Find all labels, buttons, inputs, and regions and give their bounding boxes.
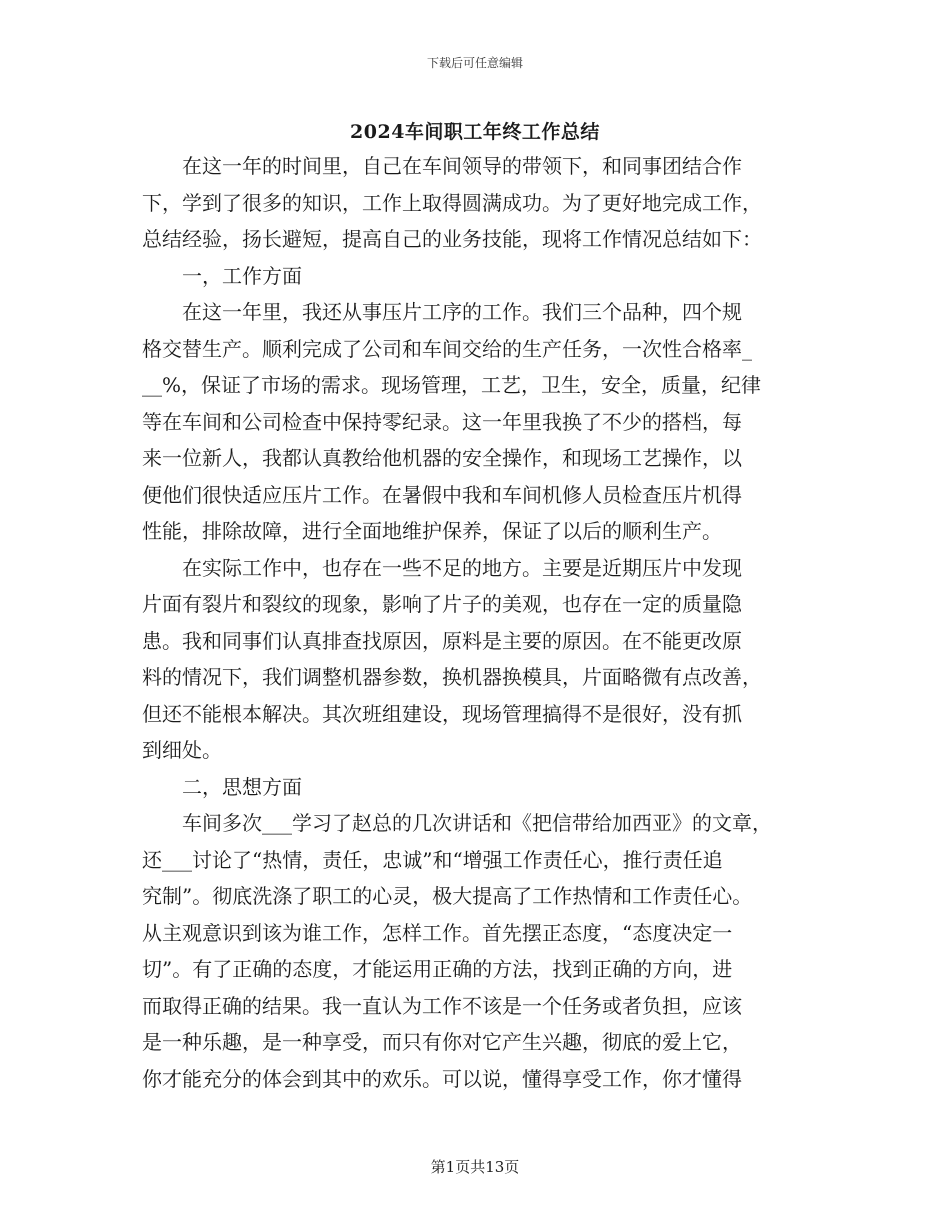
section-heading: 二，思想方面 xyxy=(142,774,302,799)
text-line: 切”。有了正确的态度，才能运用正确的方法，找到正确的方向，进 xyxy=(142,957,733,981)
text-line: 究制”。彻底洗涤了职工的心灵，极大提高了工作热情和工作责任心。 xyxy=(142,884,753,908)
text-line: 便他们很快适应压片工作。在暑假中我和车间机修人员检查压片机得 xyxy=(142,482,742,507)
text-line: 片面有裂片和裂纹的现象，影响了片子的美观，也存在一定的质量隐 xyxy=(142,592,742,616)
document-title: 2024车间职工年终工作总结 xyxy=(350,121,600,143)
text-line: 到细处。 xyxy=(142,738,222,762)
text-line: 性能，排除故障，进行全面地维护保养，保证了以后的顺利生产。 xyxy=(142,519,722,543)
text-line: 格交替生产。顺利完成了公司和车间交给的生产任务，一次性合格率_ xyxy=(142,336,752,361)
text-line: 而取得正确的结果。我一直认为工作不该是一个任务或者负担，应该 xyxy=(142,993,742,1018)
text-line: 患。我和同事们认真排查找原因，原料是主要的原因。在不能更改原 xyxy=(142,628,742,653)
text-line: 但还不能根本解决。其次班组建设，现场管理搞得不是很好，没有抓 xyxy=(142,701,742,726)
text-line: 下，学到了很多的知识，工作上取得圆满成功。为了更好地完成工作， xyxy=(142,190,762,215)
text-line: 车间多次___学习了赵总的几次讲话和《把信带给加西亚》的文章， xyxy=(142,811,772,835)
page-header: 下载后可任意编辑 xyxy=(426,56,523,70)
text-line: 从主观意识到该为谁工作，怎样工作。首先摆正态度，“态度决定一 xyxy=(142,920,733,945)
text-line: 来一位新人，我都认真教给他机器的安全操作，和现场工艺操作，以 xyxy=(142,446,742,470)
text-line: 是一种乐趣，是一种享受，而只有你对它产生兴趣，彻底的爱上它， xyxy=(142,1030,742,1054)
text-line: 还___讨论了“热情，责任，忠诚”和“增强工作责任心，推行责任追 xyxy=(142,847,723,872)
text-line: 在实际工作中，也存在一些不足的地方。主要是近期压片中发现 xyxy=(142,555,742,580)
text-line: 在这一年里，我还从事压片工序的工作。我们三个品种，四个规 xyxy=(142,300,742,324)
text-line: 总结经验，扬长避短，提高自己的业务技能，现将工作情况总结如下： xyxy=(142,227,762,251)
text-line: 料的情况下，我们调整机器参数，换机器换模具，片面略微有点改善， xyxy=(142,665,762,689)
page-number: 第1页共13页 xyxy=(430,1158,520,1176)
document-body xyxy=(142,148,812,1097)
text-line: 在这一年的时间里，自己在车间领导的带领下，和同事团结合作 xyxy=(142,154,742,178)
section-heading: 一，工作方面 xyxy=(142,263,302,288)
text-line: 你才能充分的体会到其中的欢乐。可以说，懂得享受工作，你才懂得 xyxy=(142,1066,742,1091)
text-line: 等在车间和公司检查中保持零纪录。这一年里我换了不少的搭档，每 xyxy=(142,409,742,434)
text-line: __%，保证了市场的需求。现场管理，工艺，卫生，安全，质量，纪律 xyxy=(142,373,762,397)
